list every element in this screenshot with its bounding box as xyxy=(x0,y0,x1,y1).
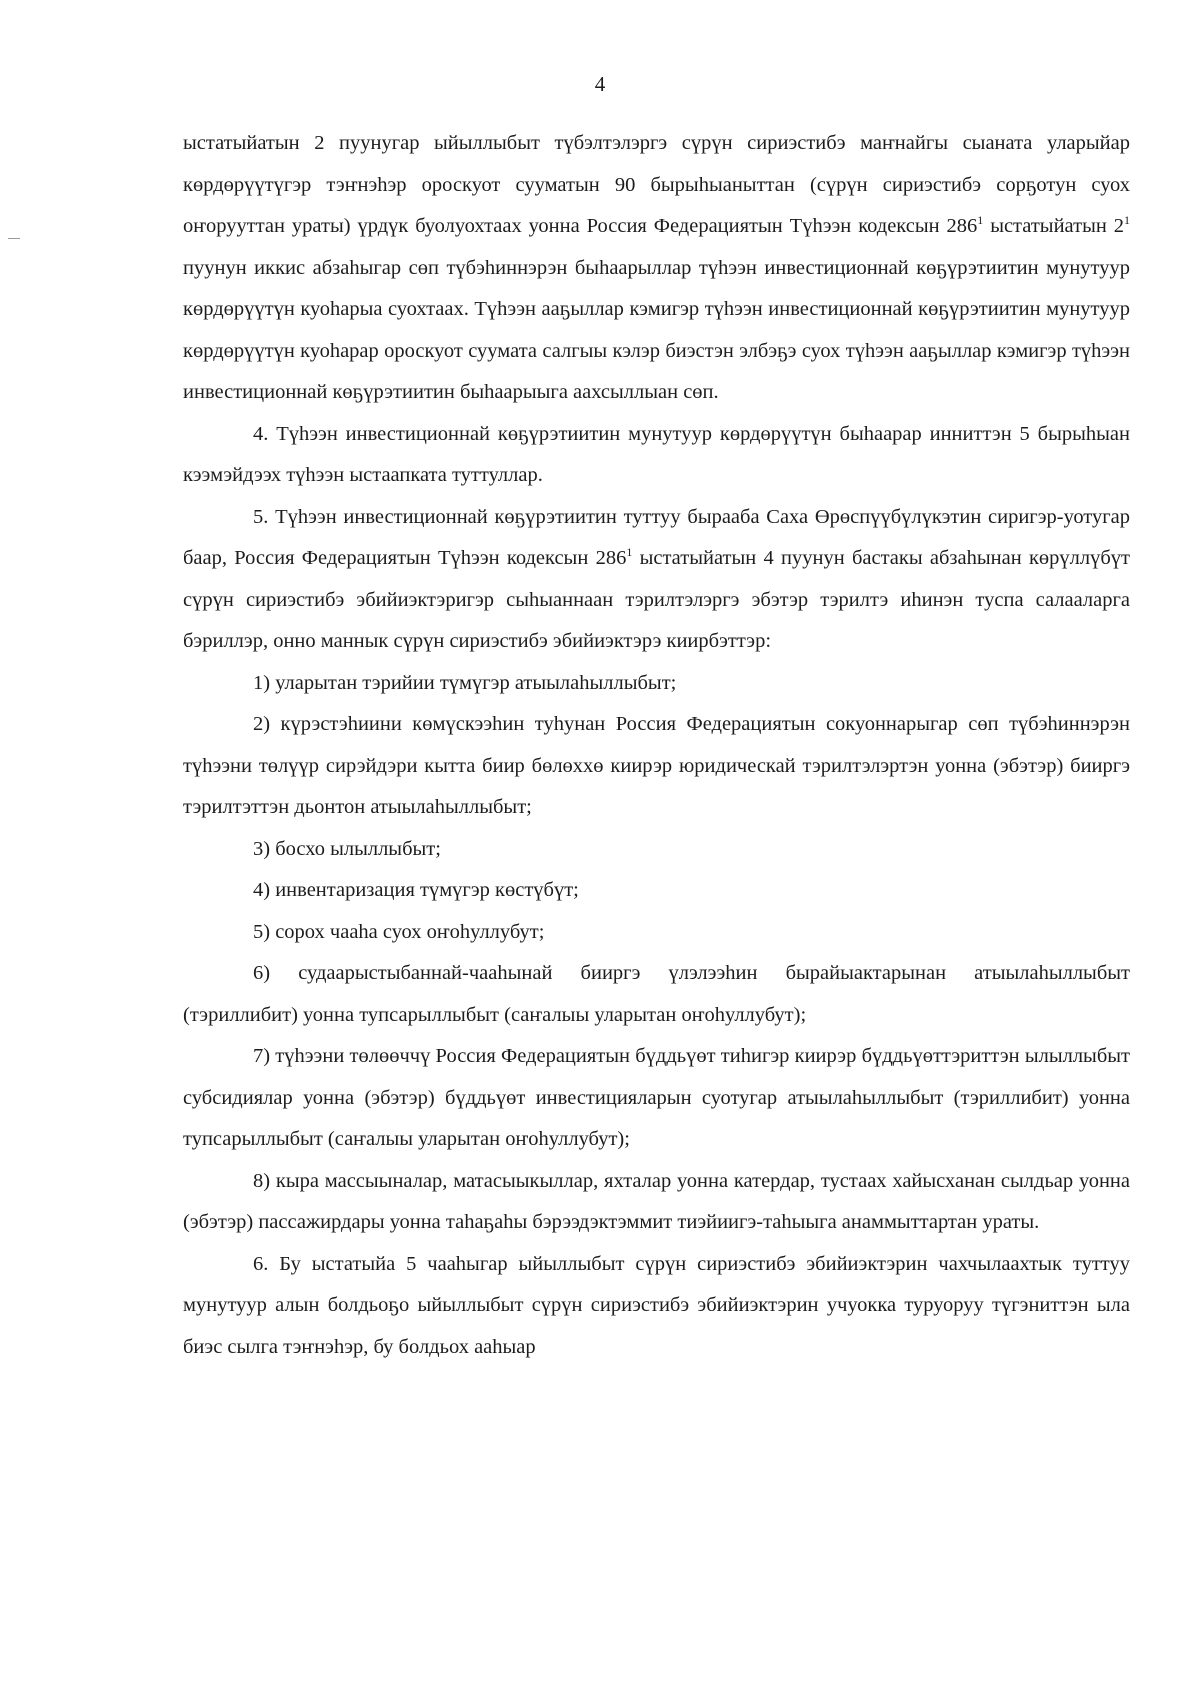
paragraph-text: 7) түһээни төлөөччү Россия Федерациятын бүддьүөт тиһигэр киирэр бүддьүөттэриттэн ылыллыбыт субсидиялар уонна (эбэтэр) бүддьүөт инвестицияларын суотугар атыылаһыллыбыт (тэриллибит) уонна тупсарыллыбыт (саҥалыы уларытан оҥоһуллубут); xyxy=(183,1045,1130,1150)
paragraph-text: 5) сорох чааһа суох оҥоһуллубут; xyxy=(253,920,545,943)
paragraph xyxy=(183,870,1130,912)
paragraph-text: 1) уларытан тэрийии түмүгэр атыылаһыллыбыт; xyxy=(253,671,677,694)
scan-mark xyxy=(8,238,20,239)
paragraph xyxy=(183,1244,1130,1369)
paragraph xyxy=(183,1161,1130,1244)
paragraph xyxy=(183,123,1130,414)
superscript: 1 xyxy=(977,213,984,227)
paragraph xyxy=(183,497,1130,663)
paragraph-text: 4. Түһээн инвестиционнай көҕүрэтиитин мунутуур көрдөрүүтүн быһаарар инниттэн 5 бырыһыан кээмэйдээх түһээн ыстаапката туттуллар. xyxy=(183,422,1130,486)
paragraph-text: ыстатыйатын 4 пуунун бастакы абзаһынан көрүллүбүт сүрүн сириэстибэ эбийиэктэригэр сыһыаннаан тэрилтэлэргэ эбэтэр тэрилтэ иһинэн туспа салааларга бэриллэр, онно маннык сүрүн сириэстибэ эбийиэктэрэ киирбэттэр: xyxy=(183,547,1131,652)
superscript: 1 xyxy=(1124,213,1130,227)
paragraph-text: 5. Түһээн инвестиционнай көҕүрэтиитин туттуу бырааба Саха Өрөспүүбүлүкэтин сиригэр-уотугар баар, Россия Федерациятын Түһээн кодексын 286 xyxy=(183,505,1130,569)
paragraph-text: пуунун иккис абзаһыгар сөп түбэһиннэрэн быһаарыллар түһээн инвестиционнай көҕүрэтиитин мунутуур көрдөрүүтүн куоһарыа суохтаах. Түһээн ааҕыллар кэмигэр түһээн инвестиционнай көҕүрэтиитин мунутуур көрдөрүүтүн куоһарар ороскуот суумата салгыы кэлэр биэстэн элбэҕэ суох түһээн ааҕыллар кэмигэр түһээн инвестиционнай көҕүрэтиитин быһаарыыга аахсыллыан сөп. xyxy=(183,256,1130,403)
paragraph xyxy=(183,912,1130,954)
paragraph-text: ыстатыйатын 2 xyxy=(983,215,1124,237)
paragraph-text: 3) босхо ылыллыбыт; xyxy=(253,837,441,860)
paragraph-text: 4) инвентаризация түмүгэр көстүбүт; xyxy=(253,879,579,901)
paragraph-text: 8) кыра массыыналар, матасыыкыллар, яхталар уонна катердар, тустаах хайысханан сылдьар уонна (эбэтэр) пассажирдары уонна таһаҕаһы бэрээдэктэммит тиэйиигэ-таһыыга анаммыттартан ураты. xyxy=(183,1169,1130,1233)
paragraph xyxy=(183,1036,1130,1161)
paragraph xyxy=(183,704,1130,829)
paragraph-text: 2) күрэстэһиини көмүскээһин туһунан Россия Федерациятын сокуоннарыгар сөп түбэһиннэрэн түһээни төлүүр сирэйдэри кытта биир бөлөххө киирэр юридическай тэрилтэлэртэн уонна (эбэтэр) бииргэ тэрилтэттэн дьонтон атыылаһыллыбыт; xyxy=(183,713,1130,818)
document-body xyxy=(183,123,1130,1368)
paragraph xyxy=(183,414,1130,497)
paragraph-text: 6. Бу ыстатыйа 5 чааһыгар ыйыллыбыт сүрүн сириэстибэ эбийиэктэрин чахчылаахтык туттуу мунутуур алын болдьоҕо ыйыллыбыт сүрүн сириэстибэ эбийиэктэрин учуокка туруоруу түгэниттэн ыла биэс сылга тэҥнэһэр, бу болдьох ааһыар xyxy=(183,1252,1130,1358)
superscript: 1 xyxy=(626,545,633,559)
page-number: 4 xyxy=(594,72,606,96)
paragraph-text: ыстатыйатын 2 пуунугар ыйыллыбыт түбэлтэлэргэ сүрүн сириэстибэ маҥнайгы сыаната уларыйар көрдөрүүтүгэр тэҥнэһэр ороскуот сууматын 90 бырыһыаныттан (сүрүн сириэстибэ сорҕотун суох оҥорууттан ураты) үрдүк буолуохтаах уонна Россия Федерациятын Түһээн кодексын 286 xyxy=(183,132,1130,237)
paragraph xyxy=(183,829,1130,871)
paragraph xyxy=(183,953,1130,1036)
paragraph xyxy=(183,663,1130,705)
paragraph-text: 6) судаарыстыбаннай-чааһынай бииргэ үлэлээһин бырайыактарынан атыылаһыллыбыт (тэриллибит) уонна тупсарыллыбыт (саҥалыы уларытан оҥоһуллубут); xyxy=(183,962,1130,1026)
